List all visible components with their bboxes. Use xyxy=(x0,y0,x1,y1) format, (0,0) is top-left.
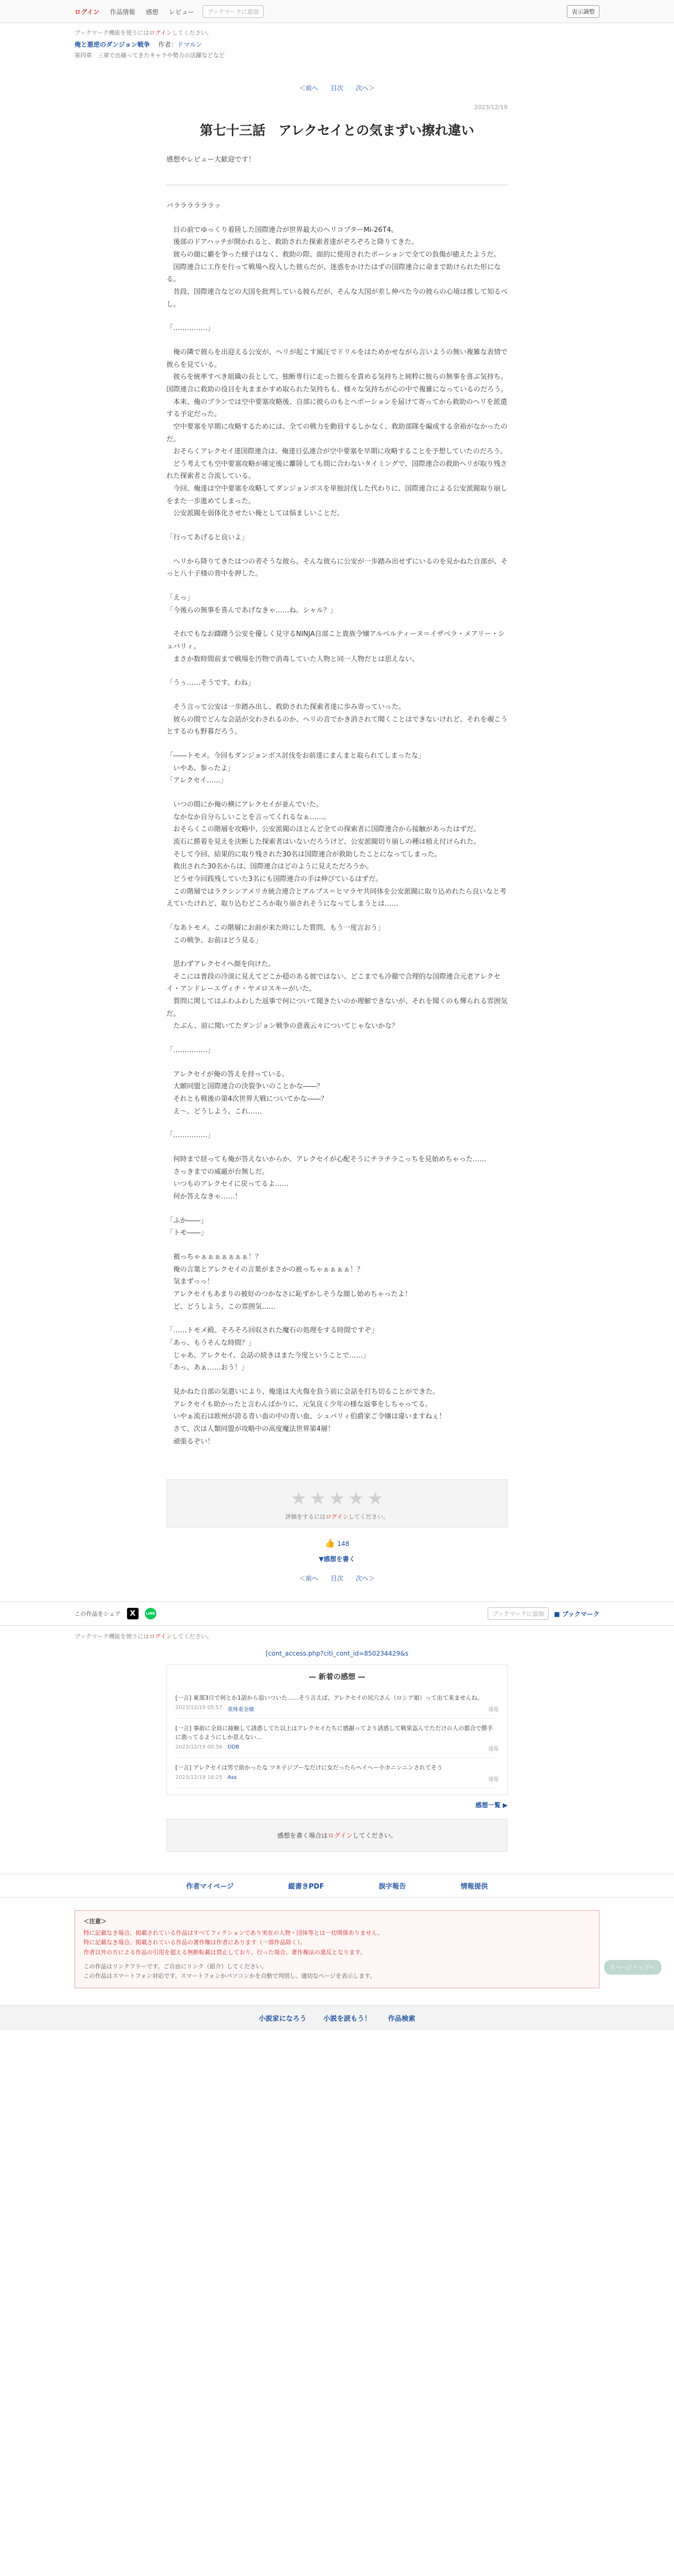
display-settings-button[interactable]: 表示調整 xyxy=(567,5,599,18)
notice-red-line: 作者以外の方による作品の引用を超える無断転載は禁止しており、行った場合、著作権法の違反となります。 xyxy=(83,1948,366,1956)
info-report-link[interactable]: 情報提供 xyxy=(460,1882,488,1891)
author-mypage-link[interactable]: 作者マイページ xyxy=(186,1882,234,1891)
body-paragraph: 「……トモメ殿。そろそろ回収された魔石の処理をする時間ですぞ」 「あっ、もうそんな時間？」 じゃあ、アレクセイ、会話の続きはまた今度ということで……」 「あっ、あぁ……おう！」 xyxy=(166,1327,378,1372)
impression-login-link[interactable]: ログイン xyxy=(328,1831,353,1839)
typo-report-link[interactable]: 誤字報告 xyxy=(378,1882,406,1891)
footer-link-home[interactable]: 小説家になろう xyxy=(258,2015,307,2023)
episode-title: 第七十三話 アレクセイとの気まずい擦れ違い xyxy=(199,123,475,138)
rating-box xyxy=(166,1479,508,1528)
bookmark-add-button-bottom[interactable]: ブックマークに追加 xyxy=(488,1607,549,1620)
impression-item xyxy=(175,1758,499,1788)
vertical-pdf-link[interactable]: 縦書きPDF xyxy=(288,1882,324,1891)
body-paragraph: 目の前でゆっくり着陸した国際連合が世界最大のヘリコプターMi-26T4。 後部のドアハッチが開かれると、救助された探索者達がぞろぞろと降りてきた。 彼らの顔に覇を争った様子はなく、救助の際、面的に使用されたポーションで全ての負傷が癒えたようだ。 国際連合に工作を行って戦場へ投入した彼らだが、迷惑をかけたはずの国際連合に命まで助けられた形になる。 昔段、国際連合などの大国を批判している彼らだが、そんな大国が差し伸べた今の彼らの心境は推して知るべし。 xyxy=(166,226,508,309)
impression-section xyxy=(166,1650,508,1851)
impression-date: 2023/12/19 05:57 xyxy=(175,1704,223,1711)
preface: 感想やレビュー大歓迎です！ xyxy=(166,156,256,164)
notice-heading: ＜注意＞ xyxy=(83,1917,107,1925)
body-paragraph: アレクセイが俺の答えを持っている。 大願同盟と国際連合の決裂争いのことかな――？ それとも戦後の第4次世界大戦についてかな――？ え～、どうしよう、これ…… xyxy=(173,1070,328,1116)
impression-item xyxy=(175,1688,499,1719)
impression-write-box: 感想を書く場合はログインしてください。 xyxy=(166,1819,508,1852)
notice-gray-line: この作品はスマートフォン対応です。スマートフォンかパソコンかを自動で判別し、適切なページを表示します。 xyxy=(83,1973,376,1980)
bookmark-notice: ブックマーク機能を使うにはログインしてください。 xyxy=(75,29,213,36)
rating-hint: 評価をするにはログインしてください。 xyxy=(285,1513,389,1521)
nav-work-info[interactable]: 作品情報 xyxy=(110,8,135,16)
body-paragraph: 「……………」 xyxy=(166,324,215,333)
notice-red-line: 特に記載なき場合、掲載されている作品はすべてフィクションであり実在の人物・団体等とは一切関係ありません。 xyxy=(83,1929,384,1936)
episode-main xyxy=(166,104,508,1563)
impression-date: 2023/12/19 00:56 xyxy=(175,1744,223,1750)
body-paragraph: 見かねた自部の気遣いにより、俺達は大火傷を負う前に会話を打ち切ることができた。 アレクセイも助かったと言わんばかりに、元気良く少年の様な返事をしちゃってる。 いやぁ流石は欧州が誇る青い血の中の青い血、シュバリィ伯爵家ご令嬢は違いますねぇ！ さて、次は人類同盟が攻略中の高度魔法世界第4層！ 頑張るぞい！ xyxy=(173,1387,446,1446)
pager-bottom xyxy=(0,1574,674,1583)
body-paragraph: バララララララッ xyxy=(166,202,221,210)
notice-box xyxy=(75,1910,599,1988)
impression-text[interactable]: [一言] 事前に全員に接触して誘惑してた以上はアレクセイたちに感謝ってより誘惑して戦果盗んでただけの人の都合で勝手に漁ってるようにしか思えない… xyxy=(175,1724,493,1741)
top-header xyxy=(0,0,674,23)
rating-stars[interactable] xyxy=(167,1488,507,1509)
impression-report[interactable]: 通報 xyxy=(488,1706,499,1713)
body-paragraph: 「うぅ……そうです、わね」 xyxy=(166,679,255,687)
impression-list xyxy=(175,1688,499,1788)
footer-link-search[interactable]: 作品検索 xyxy=(388,2015,416,2023)
body-paragraph: 何時まで経っても俺が答えないからか、アレクセイが心配そうにチラチラこっちを見始めちゃった…… さっきまでの威厳が台無しだ。 いつものアレクセイに戻ってるよ…… 何か答えなきゃ……！ xyxy=(173,1156,487,1201)
body-paragraph: 「行ってあげると良いよ」 xyxy=(166,534,249,542)
star-icon[interactable]: ★ xyxy=(290,1488,307,1510)
notice-red-line: 特に記載なき場合、掲載されている作品の著作権は作者にあります（一部作品除く）。 xyxy=(83,1939,306,1946)
nav-impressions[interactable]: 感想 xyxy=(145,8,159,16)
bookmark-add-button[interactable]: ブックマークに追加 xyxy=(203,5,264,18)
series-title[interactable]: 俺と悪逆のダンジョン戦争 xyxy=(75,41,150,48)
page-top-button[interactable]: ↑ページトップへ xyxy=(604,1960,661,1975)
body-paragraph: 「……………」 xyxy=(166,1046,215,1055)
body-paragraph: 思わずアレクセイへ顔を向けた。 そこには普段の冷淡に見えてどこか穏のある彼ではない、どこまでも冷徹で合理的な国際連合元老アレクセイ・アンドレーエヴィチ・ヤメロスキーがいた。 質問に関してはふわふわした返事で何について聞きたいのか理解できないが、それを聞くのも憚られる雰囲気だ。 たぶん、前に聞いてたダンジョン戦争の意義云々についてじゃないかな？ xyxy=(166,960,508,1031)
share-bar xyxy=(0,1602,674,1626)
impression-box xyxy=(166,1665,508,1795)
bottom-links xyxy=(0,1874,674,1897)
impression-report[interactable]: 通報 xyxy=(488,1746,499,1752)
footer-link-read[interactable]: 小説を読もう！ xyxy=(323,2015,371,2023)
next-link[interactable]: 次へ＞ xyxy=(355,84,375,92)
bookmark-link[interactable]: ■ ブックマーク xyxy=(554,1610,599,1618)
thumbs-up-icon: 👍 xyxy=(324,1538,335,1549)
chapter-title: 第四章 三章で出揃ってきたキャラや勢力の活躍などなど xyxy=(75,52,225,59)
nav-reviews[interactable]: レビュー xyxy=(168,8,194,16)
notice-gray-line: この作品はリンクフリーです。ご自由にリンク（紹介）してください。 xyxy=(83,1963,268,1970)
star-icon[interactable]: ★ xyxy=(367,1488,384,1510)
body-paragraph: 被っちゃぁぁぁぁぁぁぁ！？ 俺の言葉とアレクセイの言葉がまさかの被っちゃぁぁぁぁ！？ 気まずっっ！ アレクセイもあまりの被好のつかなさに恥ずかしそうな顔し始めちゃったよ！ ど、どうしよう。この雰囲気…… xyxy=(173,1253,412,1311)
header-nav xyxy=(75,7,203,16)
star-icon[interactable]: ★ xyxy=(348,1488,364,1510)
footer xyxy=(0,2005,674,2030)
like-count: 148 xyxy=(337,1540,350,1548)
body-paragraph: 「なあトモメ。この階層にお前が来た時にした質問、もう一度言おう」 この戦争、お前はどう見る」 xyxy=(166,924,385,945)
notice-login-link-bottom[interactable]: ログイン xyxy=(149,1633,172,1640)
impression-user[interactable]: DDB xyxy=(227,1744,239,1750)
notice-login-link[interactable]: ログイン xyxy=(149,29,172,36)
body-paragraph: 「……………」 xyxy=(166,1131,215,1140)
episode-body xyxy=(166,200,508,1448)
prev-link[interactable]: ＜前へ xyxy=(299,1575,319,1583)
body-paragraph: ヘリから降りてきたはつの者そうな彼ら。そんな彼らに公安が一歩踏み出せずにいるのを見かねた自部が、そっと八十子様の背中を押した。 xyxy=(166,557,508,578)
body-paragraph: そう言って公安は一歩踏み出し、救助された探索者達に歩み寄っていった。 彼らの間でどんな会話が交わされるのか、ヘリの音でかき消されて聞くことはできないけれど、それを覗こうとするのも野暮だろう。 xyxy=(166,703,508,736)
index-link[interactable]: 目次 xyxy=(330,1575,343,1583)
impression-text[interactable]: [一言] アレクセイは男で助かったな ツネ子ジブーなだけに女だったらヘイヘー小カニンニンされてそう xyxy=(175,1764,443,1771)
impression-item xyxy=(175,1719,499,1758)
next-link[interactable]: 次へ＞ xyxy=(355,1575,375,1583)
impression-user[interactable]: 重殊重金嬢 xyxy=(227,1706,254,1713)
body-paragraph: いつの間にか俺の横にアレクセイが並んでいた。 なかなか自分らしいことを言ってくれるなぁ……。 おそらくこの階層を攻略中、公安派閥のほとんど全ての探索者に国際連合から接触があったはずだ。 流石に勝着を見えを決断した探索者はいないだろうけど、公安派閥切り崩しの種は植え付けられた。 そして今回、結果的に取り残された30名は国際連合が救助したことになってしまった。 救出された30名からは、国際連合はどのように見えただろうか。 どうせ今回践残していた3名にも国際連合の手は伸びているはずだ。 この階層ではラクシンアメリカ統合連合とアルプス＝ヒマラヤ共同体を公安派閥に取り込めれたら良いなと考えていたけれど、取り込むどころか取り崩されそうになってしまうとは…… xyxy=(166,800,507,908)
bookmark-notice-bottom: ブックマーク機能を使うにはログインしてください。 xyxy=(75,1633,213,1640)
star-icon[interactable]: ★ xyxy=(329,1488,345,1510)
impression-user[interactable]: Ass xyxy=(227,1774,237,1780)
like-button[interactable] xyxy=(166,1538,508,1548)
body-paragraph: 俺の隣で彼らを出迎える公安が、ヘリが起こす風圧でドリルをはためかせながら言いようの無い複雑な表情で彼らを見ている。 彼らを統率すべき組織の長として、独断専行に走った彼らを責める気持ちと純粋に彼らの無事を喜ぶ気持ち。国際連合に救助の役目を丸ままかすめ取られた気持ちも、様々な気持ちが心の中で複雑になっているのだろう。 本来、俺のプランでは空中要塞攻略後、自部に彼らのもとへポーションを届けて寄ってから救助のヘリを派遣する予定だった。 空中要塞を早期に攻略するためには、全ての戦力を動員するしかなく、救助部隊を編成する余裕がなかったのだ。 おそらくアレクセイ達国際連合は、俺達日弘連合が空中要塞を早期に攻略することを予想していたのだろう。 どう考えても空中要塞攻略が確定後に離陸しても間に合わないタイミングで、国際連合の救助ヘリが取り残された探索者と合流している。 今回、俺達は空中要塞を攻略してダンジョンボスを単独討伐した代わりに、国際連合による公安派閥取り崩しをまた一歩進めてしまった。 公安派閥を弱体化させたい俺としては悩ましいことだ。 xyxy=(166,348,508,518)
pager-top xyxy=(0,83,674,92)
impression-list-link[interactable]: 感想一覧 ▶ xyxy=(475,1801,508,1809)
line-share-icon[interactable]: LINE xyxy=(145,1608,156,1619)
series-info: 俺と悪逆のダンジョン戦争 作者：ドマルン xyxy=(75,41,203,48)
star-icon[interactable]: ★ xyxy=(310,1488,326,1510)
prev-link[interactable]: ＜前へ xyxy=(299,84,319,92)
author-link[interactable]: ドマルン xyxy=(177,41,203,48)
body-paragraph: 「えっ」 「今後らの無事を喜んであげなきゃ……ね。シャル？」 xyxy=(166,594,337,614)
impression-date: 2023/12/19 16:25 xyxy=(175,1774,223,1780)
write-impression-toggle[interactable]: ▼感想を書く xyxy=(319,1555,355,1563)
body-paragraph: それでもなお躊躇う公安を優しく見守るNINJA自部こと貴族令嬢アルベルティーヌ＝イザベラ・メアリー・シュバリィ。 まさか数時間前まで戦場を汚物で消毒していた人物と同一人物だとは思えない。 xyxy=(166,630,505,663)
impression-heading: — 新着の感想 — xyxy=(309,1673,365,1682)
index-link[interactable]: 目次 xyxy=(330,84,343,92)
body-paragraph: 「ふか――」 「トモ――」 xyxy=(166,1216,208,1237)
impression-text[interactable]: [一言] 東部3日で何とか1話から追いついた……そう言えば、アレクセイの尻穴さん（ロシア娘）って出て来ませんね。 xyxy=(175,1694,483,1702)
rating-login-link[interactable]: ログイン xyxy=(325,1513,349,1521)
broken-image-link[interactable]: [cont_access.php?citi_cont_id=850234429&s xyxy=(266,1650,408,1658)
impression-report[interactable]: 通報 xyxy=(488,1776,499,1783)
episode-date: 2023/12/19 xyxy=(474,104,508,111)
x-share-icon[interactable]: X xyxy=(127,1608,139,1619)
share-label: この作品をシェア xyxy=(75,1610,121,1618)
body-paragraph: 「――トモメ。今回もダンジョンボス討伐をお前達にまんまと取られてしまったな」 いやあ、参ったよ」 「アレクセイ……」 xyxy=(166,751,425,785)
login-link[interactable]: ログイン xyxy=(75,8,100,16)
